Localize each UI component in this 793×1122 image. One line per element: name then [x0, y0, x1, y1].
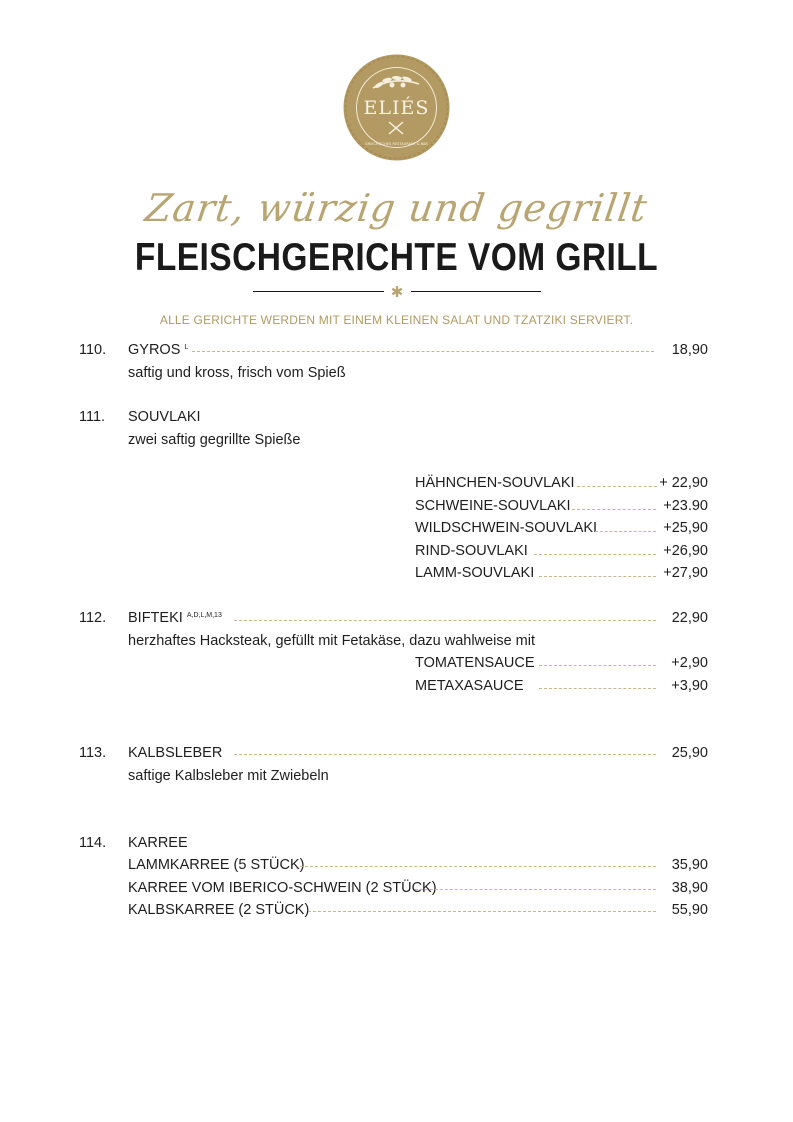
dish-name-kalbsleber: KALBSLEBER [128, 745, 223, 761]
dish-price-bifteki: 22,90 [671, 610, 708, 626]
dish-price-kalbsleber: 25,90 [671, 745, 708, 761]
dot-leader [539, 665, 656, 667]
option-name: WILDSCHWEIN-SOUVLAKI [415, 520, 598, 536]
script-title: Zart, würzig und gegrillt [142, 186, 651, 230]
option-name: HÄHNCHEN-SOUVLAKI [415, 475, 575, 491]
dot-leader [539, 576, 656, 578]
dish-description-gyros: saftig und kross, frisch vom Spieß [128, 365, 346, 381]
option-name: METAXASAUCE [415, 678, 524, 694]
dish-number: 110. [79, 342, 107, 358]
dot-leader [539, 688, 656, 690]
dish-number: 114. [79, 835, 107, 851]
option-price: 38,90 [671, 880, 708, 896]
option-price: +25,90 [663, 520, 708, 536]
option-name: KALBSKARREE (2 STÜCK) [128, 902, 310, 918]
allergen-codes: L [184, 344, 189, 351]
dish-description-bifteki: herzhaftes Hacksteak, gefüllt mit Fetakäse, dazu wahlweise mit [128, 633, 535, 649]
dish-number: 111. [79, 409, 106, 425]
option-name: TOMATENSAUCE [415, 655, 535, 671]
option-price: +27,90 [663, 565, 708, 581]
dot-leader [534, 554, 656, 556]
dish-price-gyros: 18,90 [671, 342, 708, 358]
option-name: KARREE VOM IBERICO-SCHWEIN (2 STÜCK) [128, 880, 437, 896]
title-rule-right [411, 291, 541, 292]
option-price: +26,90 [663, 543, 708, 559]
title-rule-left [253, 291, 384, 292]
dot-leader [308, 911, 656, 913]
dish-name-karree: KARREE [128, 835, 188, 851]
dot-leader [595, 531, 656, 533]
option-price: +23.90 [663, 498, 708, 514]
dot-leader [192, 351, 654, 353]
dot-leader [234, 620, 656, 622]
page-title: FLEISCHGERICHTE VOM GRILL [134, 236, 659, 279]
dish-name-bifteki: BIFTEKI $^{A,D,L,M,13}$ [128, 610, 222, 626]
allergen-codes: A,D,L,M,13 [186, 612, 222, 619]
option-price: 35,90 [671, 857, 708, 873]
dot-leader [234, 754, 656, 756]
dot-leader [577, 486, 657, 488]
option-price: +2,90 [671, 655, 708, 671]
dish-description-kalbsleber: saftige Kalbsleber mit Zwiebeln [128, 768, 329, 784]
restaurant-logo [343, 54, 450, 161]
dish-number: 113. [79, 745, 107, 761]
svg-text:ELIÉS: ELIÉS [363, 97, 430, 119]
star-icon: ✱ [390, 284, 404, 301]
dish-description-souvlaki: zwei saftig gegrillte Spieße [128, 432, 301, 448]
dot-leader [415, 889, 656, 891]
menu-note: ALLE GERICHTE WERDEN MIT EINEM KLEINEN SALAT UND TZATZIKI SERVIERT. [159, 313, 634, 327]
dish-name-souvlaki: SOUVLAKI [128, 409, 201, 425]
option-name: LAMM-SOUVLAKI [415, 565, 535, 581]
option-name: RIND-SOUVLAKI [415, 543, 528, 559]
option-price: + 22,90 [659, 475, 708, 491]
dish-number: 112. [79, 610, 107, 626]
option-price: 55,90 [671, 902, 708, 918]
dot-leader [300, 866, 656, 868]
svg-text:GRIECHISCHES RESTAURANT & BAR: GRIECHISCHES RESTAURANT & BAR [365, 142, 428, 146]
option-name: SCHWEINE-SOUVLAKI [415, 498, 571, 514]
dot-leader [572, 509, 656, 511]
dish-name-gyros: GYROS $^L$ [128, 342, 189, 358]
option-price: +3,90 [671, 678, 708, 694]
option-name: LAMMKARREE (5 STÜCK) [128, 857, 305, 873]
